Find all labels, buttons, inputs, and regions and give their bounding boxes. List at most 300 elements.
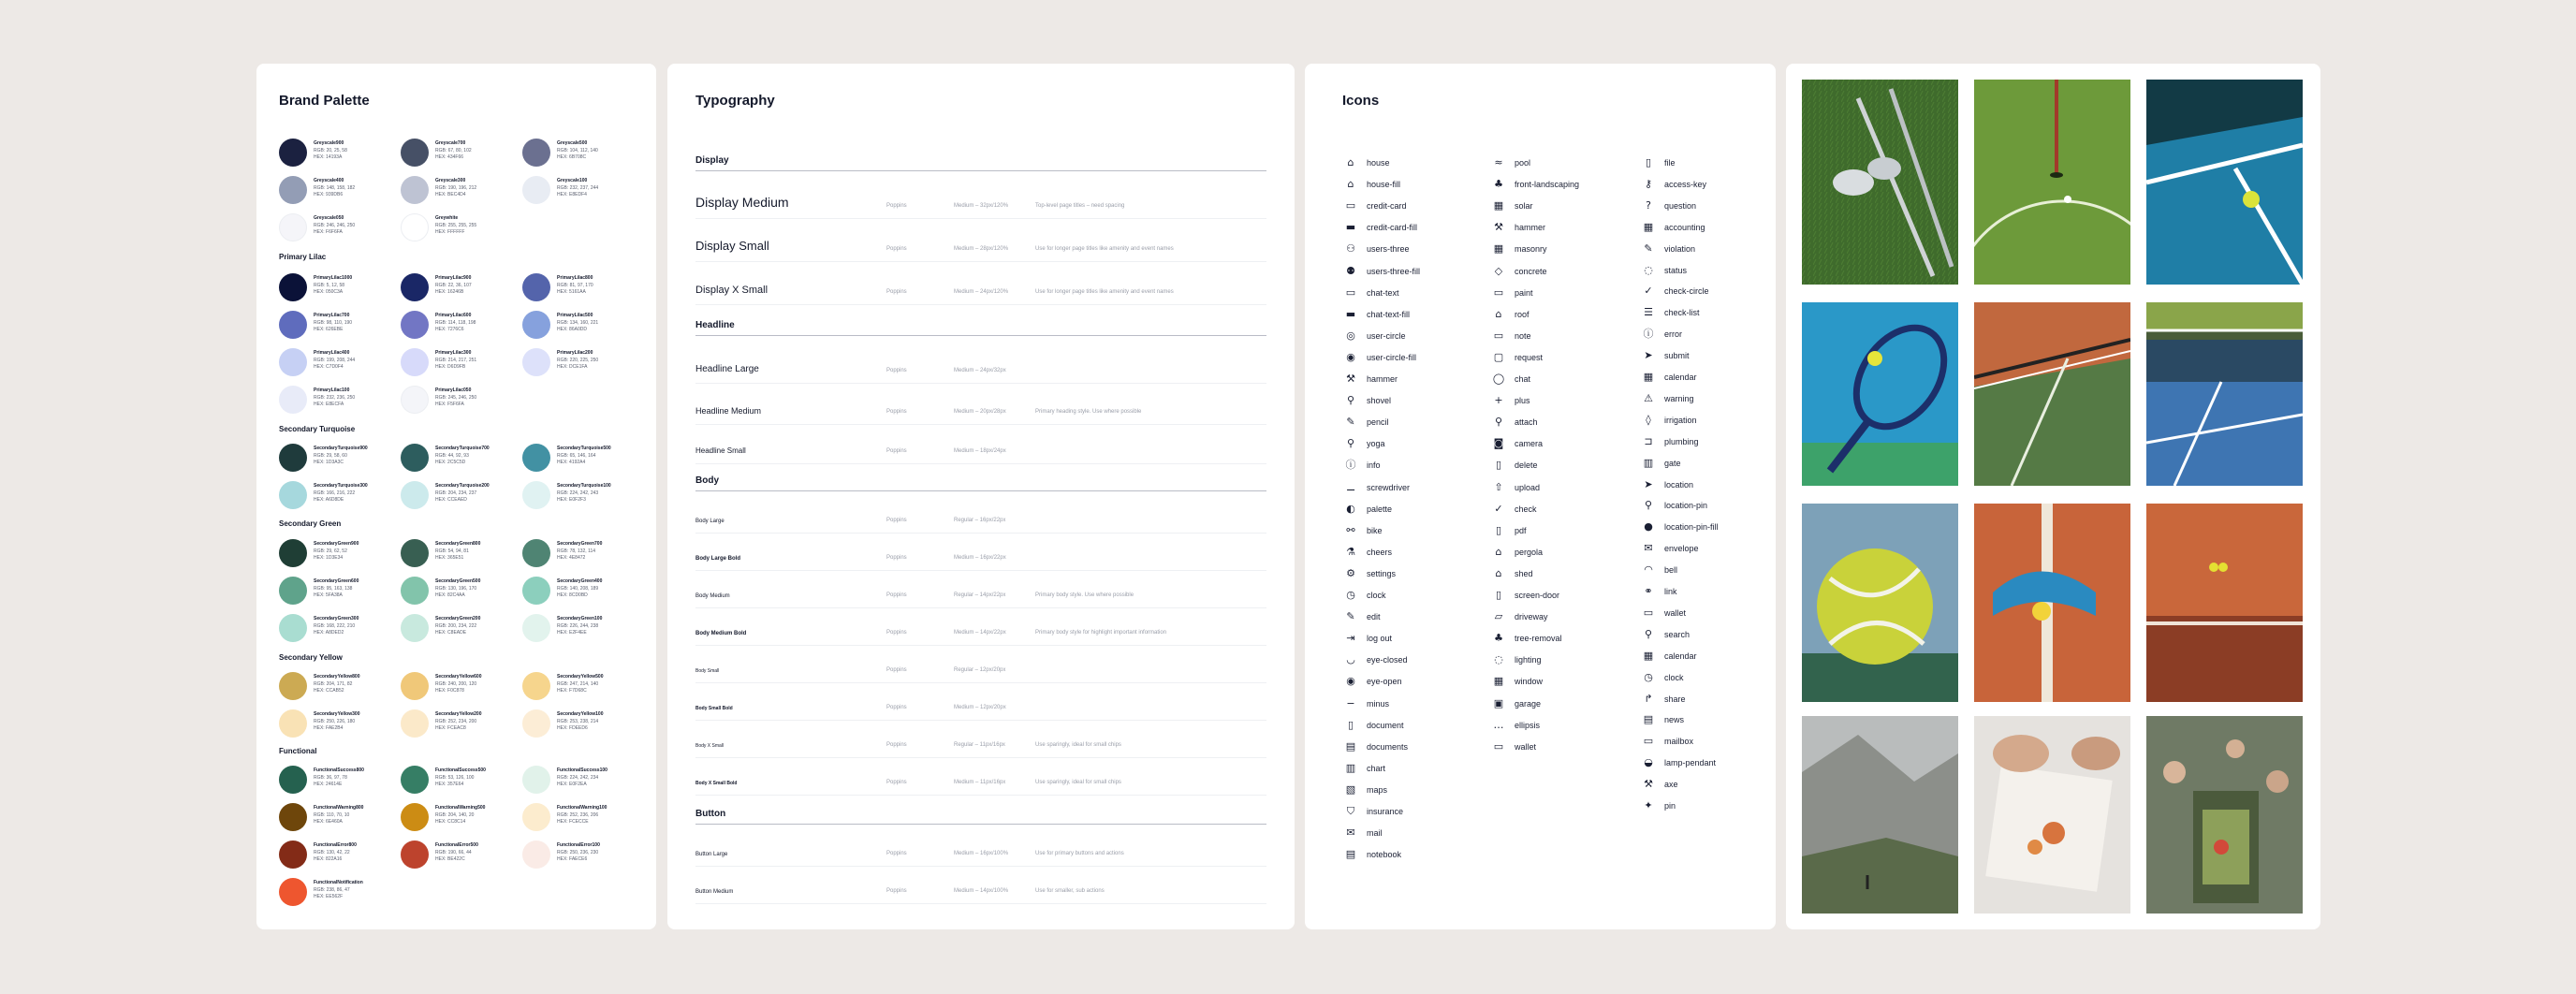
section-secondary-green: Secondary Green xyxy=(279,519,342,528)
icon-entry xyxy=(1342,502,1392,517)
color-swatch xyxy=(401,384,526,417)
shovel-icon: ⚲ xyxy=(1346,394,1355,406)
color-swatch xyxy=(522,174,648,208)
solar-icon: ▦ xyxy=(1493,199,1504,212)
swatch-name: PrimaryLilac050 xyxy=(435,387,472,393)
icon-entry xyxy=(1342,285,1399,300)
color-dot xyxy=(401,539,429,567)
icon-label: concrete xyxy=(1515,267,1547,276)
swatch-rgb: RGB: 232, 236, 250 xyxy=(314,395,356,401)
wallet-icon: ▭ xyxy=(1493,740,1504,753)
type-spec: Regular – 16px/22px xyxy=(954,518,1006,523)
icon-entry xyxy=(1342,652,1408,667)
swatch-rgb: RGB: 199, 208, 244 xyxy=(314,358,356,363)
user-circle-fill-icon: ◉ xyxy=(1346,351,1355,363)
icon-label: log out xyxy=(1367,634,1393,643)
icon-entry xyxy=(1640,734,1693,749)
color-swatch xyxy=(401,346,526,380)
icon-entry xyxy=(1640,627,1690,642)
user-circle-icon: ◎ xyxy=(1346,329,1355,342)
color-swatch xyxy=(279,212,404,245)
icon-label: edit xyxy=(1367,612,1381,621)
icon-label: mailbox xyxy=(1664,737,1694,746)
swatch-hex: HEX: 8CD0BD xyxy=(557,592,588,598)
swatch-hex: HEX: F7D68C xyxy=(557,688,587,694)
house-icon: ⌂ xyxy=(1347,156,1354,168)
swatch-rgb: RGB: 104, 112, 140 xyxy=(557,148,598,153)
house-fill-icon: ⌂ xyxy=(1347,178,1354,190)
swatch-rgb: RGB: 255, 255, 255 xyxy=(435,223,477,228)
driveway-icon: ▱ xyxy=(1494,610,1503,622)
swatch-name: SecondaryTurquoise900 xyxy=(314,446,368,451)
icon-label: hammer xyxy=(1515,223,1546,232)
color-swatch xyxy=(401,537,526,571)
swatch-hex: HEX: 357E64 xyxy=(435,782,464,787)
plumbing-icon: ⊐ xyxy=(1644,435,1653,447)
type-style-name: Headline Large xyxy=(695,364,759,374)
icon-label: house xyxy=(1367,158,1390,168)
type-font-family: Poppins xyxy=(886,630,907,636)
icon-entry xyxy=(1490,415,1538,430)
color-swatch xyxy=(279,575,404,608)
section-button: Button xyxy=(695,809,1266,825)
swatch-hex: HEX: 822A16 xyxy=(314,856,343,862)
icon-entry xyxy=(1640,606,1686,621)
icon-entry xyxy=(1342,436,1385,451)
icon-entry xyxy=(1342,177,1400,192)
tennis-net-clay-photo xyxy=(1974,302,2130,486)
icon-entry xyxy=(1640,755,1716,770)
icon-entry xyxy=(1342,415,1389,430)
gate-icon: ▥ xyxy=(1643,457,1654,469)
color-swatch xyxy=(279,309,404,343)
location-pin-fill-icon: ● xyxy=(1644,520,1653,533)
front-landscaping-icon: ♣ xyxy=(1494,178,1503,190)
color-swatch xyxy=(279,137,404,170)
swatch-hex: HEX: BE422C xyxy=(435,856,465,862)
icon-entry xyxy=(1490,652,1542,667)
icon-label: notebook xyxy=(1367,850,1402,859)
icon-label: wallet xyxy=(1664,608,1687,618)
swatch-name: FunctionalWarning500 xyxy=(435,805,486,811)
clay-court-net-photo xyxy=(2146,504,2303,702)
swatch-name: SecondaryTurquoise200 xyxy=(435,483,490,489)
color-swatch xyxy=(522,271,648,305)
screen-door-icon: ▯ xyxy=(1495,589,1502,601)
swatch-name: Greyscale400 xyxy=(314,178,344,183)
icons-panel xyxy=(1305,64,1776,929)
type-style-row xyxy=(695,262,1266,305)
color-swatch xyxy=(279,384,404,417)
swatch-hex: HEX: E0F2EA xyxy=(557,782,587,787)
icon-label: driveway xyxy=(1515,612,1548,621)
swatch-rgb: RGB: 95, 163, 138 xyxy=(314,586,353,592)
icon-label: credit-card xyxy=(1367,201,1407,211)
color-swatch xyxy=(279,801,404,835)
bell-icon: ◠ xyxy=(1644,563,1653,576)
swatch-rgb: RGB: 168, 222, 210 xyxy=(314,623,356,629)
notebook-icon: ▤ xyxy=(1345,848,1356,860)
eye-closed-icon: ◡ xyxy=(1346,653,1355,665)
swatch-rgb: RGB: 190, 66, 44 xyxy=(435,850,472,855)
chat-text-icon: ▭ xyxy=(1345,286,1356,299)
swatch-rgb: RGB: 232, 237, 244 xyxy=(557,185,599,191)
swatch-rgb: RGB: 226, 244, 238 xyxy=(557,623,599,629)
color-swatch xyxy=(522,442,648,475)
eye-open-icon: ◉ xyxy=(1346,675,1355,687)
swatch-hex: HEX: 2C5C5D xyxy=(435,460,466,465)
type-usage-note: Use for longer page titles like amenity and event names xyxy=(1035,246,1174,252)
color-dot xyxy=(401,614,429,642)
type-style-row xyxy=(695,176,1266,219)
icon-entry xyxy=(1640,348,1690,363)
icon-label: gate xyxy=(1664,459,1681,468)
swatch-name: SecondaryYellow600 xyxy=(435,674,482,680)
swatch-hex: HEX: 5FA38A xyxy=(314,592,343,598)
masonry-icon: ▦ xyxy=(1493,242,1504,255)
color-dot xyxy=(279,311,307,339)
icon-entry xyxy=(1640,477,1693,492)
icon-label: chat-text-fill xyxy=(1367,310,1411,319)
type-style-row xyxy=(695,646,1266,683)
icon-label: palette xyxy=(1367,504,1393,514)
calendar-icon: ▦ xyxy=(1643,371,1654,383)
color-dot xyxy=(522,481,550,509)
color-dot xyxy=(279,386,307,414)
type-style-row xyxy=(695,343,1266,384)
color-swatch xyxy=(279,839,404,872)
pin-icon: ✦ xyxy=(1644,799,1653,811)
photography-panel xyxy=(1786,64,2320,929)
info-icon: ⓘ xyxy=(1345,459,1356,471)
color-swatch xyxy=(401,212,526,245)
icon-label: window xyxy=(1515,677,1544,686)
icon-label: access-key xyxy=(1664,180,1707,189)
color-swatch xyxy=(401,479,526,513)
icon-entry xyxy=(1640,327,1682,342)
icon-label: chat-text xyxy=(1367,288,1399,298)
swatch-hex: HEX: F0C878 xyxy=(435,688,464,694)
type-style-name: Display X Small xyxy=(695,285,768,296)
color-dot xyxy=(401,311,429,339)
type-usage-note: Top-level page titles – need spacing xyxy=(1035,203,1125,209)
type-spec: Medium – 16px/22px xyxy=(954,555,1006,561)
swatch-hex: HEX: FDEED6 xyxy=(557,725,588,731)
type-font-family: Poppins xyxy=(886,592,907,598)
color-swatch xyxy=(401,612,526,646)
insurance-icon: ⛉ xyxy=(1346,805,1355,817)
chat-text-fill-icon: ▬ xyxy=(1345,308,1356,320)
yoga-icon: ⚲ xyxy=(1346,437,1355,449)
type-style-name: Body X Small Bold xyxy=(695,781,738,786)
icon-label: tree-removal xyxy=(1515,634,1562,643)
icon-entry xyxy=(1342,826,1383,841)
chart-icon: ▥ xyxy=(1345,762,1356,774)
icon-label: pool xyxy=(1515,158,1531,168)
swatch-hex: HEX: FCECCE xyxy=(557,819,589,825)
swatch-hex: HEX: 050C3A xyxy=(314,289,344,295)
icon-entry xyxy=(1490,631,1562,646)
icon-entry xyxy=(1342,847,1401,862)
type-usage-note: Use sparingly, ideal for small chips xyxy=(1035,742,1121,748)
type-spec: Medium – 12px/20px xyxy=(954,705,1006,710)
swatch-rgb: RGB: 224, 242, 243 xyxy=(557,490,599,496)
cheers-icon: ⚗ xyxy=(1346,546,1355,558)
swatch-hex: HEX: 365E51 xyxy=(435,555,464,561)
clay-court-line-photo xyxy=(1974,504,2130,702)
icon-entry xyxy=(1640,798,1676,813)
swatch-rgb: RGB: 214, 217, 251 xyxy=(435,358,477,363)
color-swatch xyxy=(522,839,648,872)
swatch-name: Greyscale050 xyxy=(314,215,344,221)
icon-entry xyxy=(1490,241,1547,256)
news-icon: ▤ xyxy=(1643,713,1654,725)
color-swatch xyxy=(401,801,526,835)
log-out-icon: ⇥ xyxy=(1346,632,1355,644)
swatch-hex: HEX: FAECE6 xyxy=(557,856,588,862)
icon-entry xyxy=(1490,372,1530,387)
swatch-rgb: RGB: 148, 158, 182 xyxy=(314,185,356,191)
icon-entry xyxy=(1342,480,1410,495)
icon-entry xyxy=(1342,241,1410,256)
icon-label: user-circle xyxy=(1367,331,1406,341)
icon-label: screwdriver xyxy=(1367,483,1411,492)
icon-entry xyxy=(1640,220,1705,235)
type-style-row xyxy=(695,608,1266,646)
color-dot xyxy=(522,803,550,831)
color-dot xyxy=(401,348,429,376)
icon-entry xyxy=(1490,264,1547,279)
icon-label: eye-closed xyxy=(1367,655,1408,665)
icon-label: pdf xyxy=(1515,526,1527,535)
swatch-rgb: RGB: 5, 12, 58 xyxy=(314,283,345,288)
swatch-hex: HEX: FFFFFF xyxy=(435,229,465,235)
icon-entry xyxy=(1342,220,1417,235)
type-font-family: Poppins xyxy=(886,368,907,373)
swatch-rgb: RGB: 54, 94, 81 xyxy=(435,548,469,554)
plus-icon: + xyxy=(1494,394,1503,406)
swatch-hex: HEX: 626EBE xyxy=(314,327,344,332)
icon-entry xyxy=(1342,523,1383,538)
swatch-hex: HEX: 1D3E34 xyxy=(314,555,344,561)
swatch-hex: HEX: E8EDF4 xyxy=(557,192,587,197)
swatch-hex: HEX: C7D0F4 xyxy=(314,364,344,370)
icon-entry xyxy=(1640,712,1684,727)
color-swatch xyxy=(522,708,648,741)
swatch-name: SecondaryTurquoise500 xyxy=(557,446,611,451)
type-style-name: Headline Medium xyxy=(695,406,762,416)
location-icon: ➤ xyxy=(1644,478,1653,490)
swatch-name: PrimaryLilac800 xyxy=(557,275,593,281)
icon-label: garage xyxy=(1515,699,1542,709)
color-dot xyxy=(401,213,429,241)
tree-removal-icon: ♣ xyxy=(1494,632,1503,644)
icon-label: bike xyxy=(1367,526,1383,535)
icon-entry xyxy=(1490,350,1543,365)
color-swatch xyxy=(522,309,648,343)
icon-entry xyxy=(1640,434,1699,449)
icon-label: request xyxy=(1515,353,1544,362)
icon-label: plus xyxy=(1515,396,1530,405)
type-style-row xyxy=(695,571,1266,608)
wallet-icon: ▭ xyxy=(1643,607,1654,619)
swatch-hex: HEX: 939DB6 xyxy=(314,192,344,197)
type-font-family: Poppins xyxy=(886,246,907,252)
brand-palette-panel xyxy=(256,64,656,929)
icon-label: location-pin xyxy=(1664,501,1708,510)
type-font-family: Poppins xyxy=(886,780,907,785)
swatch-name: SecondaryYellow800 xyxy=(314,674,360,680)
icon-entry xyxy=(1640,563,1677,577)
type-style-row xyxy=(695,496,1266,534)
color-dot xyxy=(279,444,307,472)
icon-label: minus xyxy=(1367,699,1390,709)
swatch-rgb: RGB: 44, 92, 93 xyxy=(435,453,469,459)
pencil-icon: ✎ xyxy=(1346,416,1355,428)
swatch-name: SecondaryGreen900 xyxy=(314,541,359,547)
icon-entry xyxy=(1490,502,1537,517)
palette-title: Brand Palette xyxy=(279,93,370,109)
mail-icon: ✉ xyxy=(1346,826,1355,839)
icon-label: violation xyxy=(1664,244,1696,254)
icon-entry xyxy=(1342,155,1390,170)
icon-label: house-fill xyxy=(1367,180,1401,189)
color-swatch xyxy=(401,309,526,343)
swatch-name: FunctionalSuccess500 xyxy=(435,767,486,773)
swatch-rgb: RGB: 81, 97, 170 xyxy=(557,283,593,288)
share-icon: ↱ xyxy=(1644,693,1653,705)
swatch-rgb: RGB: 200, 234, 222 xyxy=(435,623,477,629)
section-secondary-turquoise: Secondary Turquoise xyxy=(279,425,356,433)
painting-hands-photo xyxy=(1974,716,2130,914)
garage-icon: ▣ xyxy=(1493,697,1504,709)
golf-hole-photo xyxy=(1974,80,2130,285)
icon-label: plumbing xyxy=(1664,437,1699,446)
icon-entry xyxy=(1490,609,1548,624)
swatch-rgb: RGB: 246, 246, 250 xyxy=(314,223,356,228)
golf-clubs-photo xyxy=(1802,80,1958,285)
swatch-rgb: RGB: 78, 132, 114 xyxy=(557,548,596,554)
type-spec: Regular – 12px/20px xyxy=(954,667,1006,673)
swatch-hex: HEX: 6E460A xyxy=(314,819,343,825)
swatch-name: PrimaryLilac700 xyxy=(314,313,350,318)
color-swatch xyxy=(401,271,526,305)
icons-title: Icons xyxy=(1342,93,1380,109)
swatch-name: SecondaryYellow300 xyxy=(314,711,360,717)
color-swatch xyxy=(522,801,648,835)
swatch-name: PrimaryLilac500 xyxy=(557,313,593,318)
icon-entry xyxy=(1490,545,1543,560)
credit-card-fill-icon: ▬ xyxy=(1345,221,1356,233)
icon-label: shovel xyxy=(1367,396,1392,405)
color-dot xyxy=(401,672,429,700)
icon-label: solar xyxy=(1515,201,1533,211)
settings-icon: ⚙ xyxy=(1346,567,1355,579)
swatch-rgb: RGB: 224, 242, 234 xyxy=(557,775,599,781)
color-swatch xyxy=(279,537,404,571)
type-usage-note: Use for primary buttons and actions xyxy=(1035,851,1124,856)
icon-entry xyxy=(1490,329,1531,344)
swatch-name: SecondaryYellow100 xyxy=(557,711,604,717)
type-style-name: Body Medium Bold xyxy=(695,631,747,636)
icon-label: paint xyxy=(1515,288,1533,298)
swatch-rgb: RGB: 204, 140, 20 xyxy=(435,812,475,818)
tennis-ball-photo xyxy=(1802,504,1958,702)
swatch-name: FunctionalError500 xyxy=(435,842,478,848)
icon-entry xyxy=(1342,718,1404,733)
icon-entry xyxy=(1490,155,1530,170)
icon-entry xyxy=(1342,696,1389,711)
color-dot xyxy=(279,841,307,869)
swatch-name: SecondaryTurquoise100 xyxy=(557,483,611,489)
request-icon: ▢ xyxy=(1493,351,1504,363)
swatch-name: PrimaryLilac100 xyxy=(314,387,350,393)
icon-entry xyxy=(1342,739,1408,754)
swatch-rgb: RGB: 220, 225, 250 xyxy=(557,358,599,363)
type-style-name: Button Large xyxy=(695,852,728,857)
swatch-rgb: RGB: 190, 196, 212 xyxy=(435,185,477,191)
icon-label: hammer xyxy=(1367,374,1398,384)
color-swatch xyxy=(279,670,404,704)
type-style-name: Headline Small xyxy=(695,446,746,455)
icon-entry xyxy=(1640,391,1694,406)
swatch-name: SecondaryGreen800 xyxy=(435,541,481,547)
type-spec: Medium – 24px/120% xyxy=(954,289,1009,295)
icon-entry xyxy=(1640,284,1709,299)
swatch-hex: HEX: 1D3A3C xyxy=(314,460,344,465)
section-primary-lilac: Primary Lilac xyxy=(279,253,327,261)
swatch-rgb: RGB: 29, 62, 52 xyxy=(314,548,347,554)
icon-label: screen-door xyxy=(1515,591,1560,600)
paint-icon: ▭ xyxy=(1493,286,1504,299)
swatch-name: Greyscale900 xyxy=(314,140,344,146)
chat-icon: ◯ xyxy=(1492,373,1505,385)
color-dot xyxy=(401,766,429,794)
type-spec: Medium – 18px/24px xyxy=(954,448,1006,454)
swatch-rgb: RGB: 36, 97, 78 xyxy=(314,775,347,781)
color-swatch xyxy=(401,839,526,872)
note-icon: ▭ xyxy=(1493,329,1504,342)
color-dot xyxy=(522,841,550,869)
type-font-family: Poppins xyxy=(886,555,907,561)
swatch-name: FunctionalSuccess100 xyxy=(557,767,607,773)
swatch-rgb: RGB: 20, 25, 58 xyxy=(314,148,347,153)
icon-entry xyxy=(1342,761,1385,776)
swatch-rgb: RGB: 238, 86, 47 xyxy=(314,887,350,893)
icon-label: users-three xyxy=(1367,244,1410,254)
shed-icon: ⌂ xyxy=(1495,567,1502,579)
icon-entry xyxy=(1490,566,1533,581)
type-font-family: Poppins xyxy=(886,203,907,209)
icon-entry xyxy=(1490,436,1543,451)
access-key-icon: ⚷ xyxy=(1644,178,1653,190)
color-dot xyxy=(522,577,550,605)
color-swatch xyxy=(279,764,404,797)
type-style-name: Display Medium xyxy=(695,195,789,210)
color-swatch xyxy=(401,137,526,170)
icon-label: settings xyxy=(1367,569,1397,578)
icon-label: delete xyxy=(1515,460,1538,470)
icon-label: maps xyxy=(1367,785,1388,795)
icon-label: irrigation xyxy=(1664,416,1697,425)
status-icon: ◌ xyxy=(1644,264,1653,276)
icon-entry xyxy=(1342,609,1381,624)
swatch-name: Greyscale100 xyxy=(557,178,588,183)
swatch-rgb: RGB: 110, 70, 10 xyxy=(314,812,350,818)
color-dot xyxy=(522,444,550,472)
swatch-rgb: RGB: 247, 214, 140 xyxy=(557,681,599,687)
icon-label: shed xyxy=(1515,569,1533,578)
